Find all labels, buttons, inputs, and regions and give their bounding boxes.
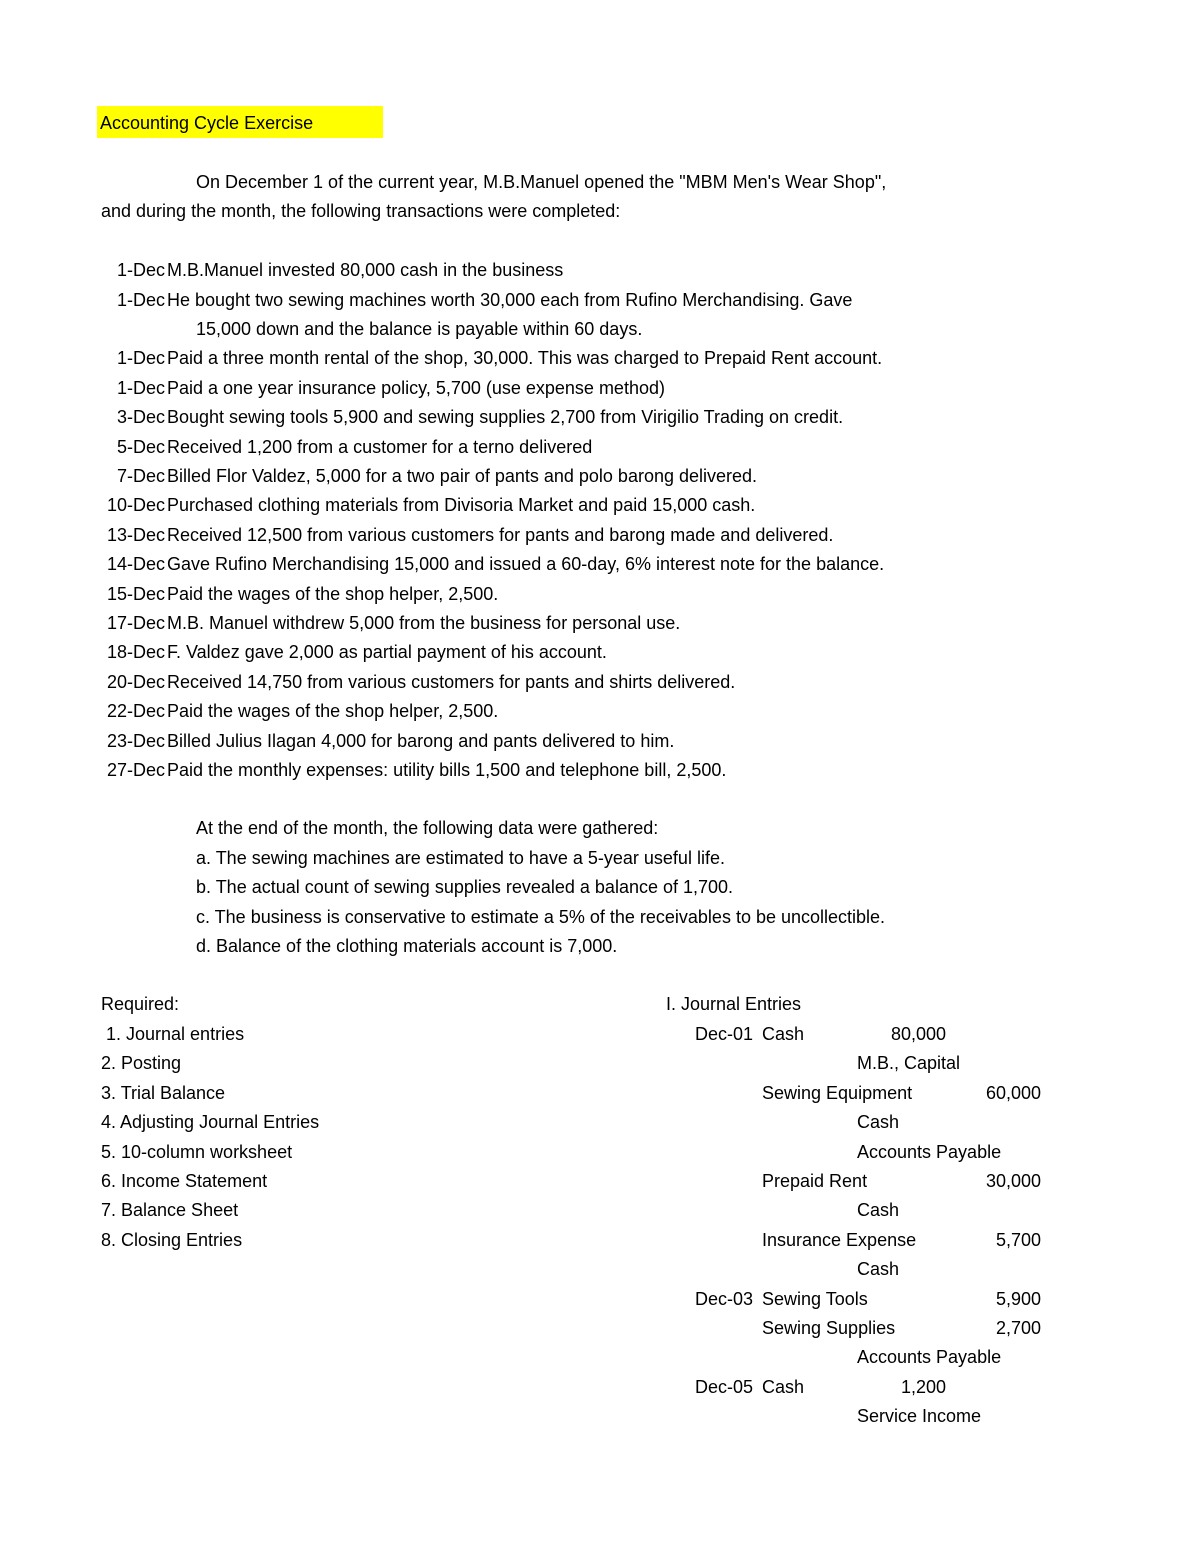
transaction-date: 20-Dec: [106, 672, 165, 692]
transaction-date: 18-Dec: [106, 642, 165, 662]
end-of-month-item: b. The actual count of sewing supplies revealed a balance of 1,700.: [196, 877, 734, 897]
journal-amount: 60,000: [985, 1083, 1041, 1103]
transaction-date: 27-Dec: [106, 760, 165, 780]
journal-debit-account: Prepaid Rent: [762, 1171, 868, 1191]
journal-amount: 1,200: [900, 1377, 946, 1397]
journal-amount: 80,000: [890, 1024, 946, 1044]
transaction-date: 23-Dec: [106, 731, 165, 751]
journal-heading: I. Journal Entries: [666, 994, 802, 1014]
journal-amount: 2,700: [995, 1318, 1041, 1338]
required-item: 6. Income Statement: [101, 1171, 268, 1191]
end-of-month-item: a. The sewing machines are estimated to have a 5-year useful life.: [196, 848, 725, 868]
transaction-text: Received 1,200 from a customer for a terno delivered: [167, 437, 593, 457]
transaction-text: Paid a one year insurance policy, 5,700 (use expense method): [167, 378, 665, 398]
transaction-date: 7-Dec: [116, 466, 165, 486]
journal-date: Dec-03: [695, 1289, 754, 1309]
transaction-date: 1-Dec: [116, 290, 165, 310]
journal-credit-account: M.B., Capital: [857, 1053, 961, 1073]
journal-debit-account: Sewing Tools: [762, 1289, 868, 1309]
transaction-text: Purchased clothing materials from Divisoria Market and paid 15,000 cash.: [167, 495, 756, 515]
journal-credit-account: Accounts Payable: [857, 1142, 1002, 1162]
journal-credit-account: Accounts Payable: [857, 1347, 1002, 1367]
journal-debit-account: Sewing Equipment: [762, 1083, 913, 1103]
required-item: 1. Journal entries: [101, 1024, 245, 1044]
transaction-date: 14-Dec: [106, 554, 165, 574]
transaction-date: 3-Dec: [116, 407, 165, 427]
journal-debit-account: Insurance Expense: [762, 1230, 917, 1250]
journal-date: Dec-05: [695, 1377, 754, 1397]
transaction-text: M.B.Manuel invested 80,000 cash in the business: [167, 260, 564, 280]
transaction-date: 10-Dec: [106, 495, 165, 515]
transaction-date: 15-Dec: [106, 584, 165, 604]
required-item: 8. Closing Entries: [101, 1230, 243, 1250]
end-of-month-item: c. The business is conservative to estimate a 5% of the receivables to be uncollectible.: [196, 907, 886, 927]
journal-debit-account: Sewing Supplies: [762, 1318, 896, 1338]
transaction-date: 13-Dec: [106, 525, 165, 545]
journal-amount: 30,000: [985, 1171, 1041, 1191]
transaction-date: 1-Dec: [116, 378, 165, 398]
transaction-text-continued: 15,000 down and the balance is payable within 60 days.: [196, 319, 643, 339]
transaction-text: Received 12,500 from various customers for pants and barong made and delivered.: [167, 525, 834, 545]
document-title: Accounting Cycle Exercise: [100, 113, 314, 133]
transaction-text: Gave Rufino Merchandising 15,000 and issued a 60-day, 6% interest note for the balance.: [167, 554, 885, 574]
intro-line-1: On December 1 of the current year, M.B.Manuel opened the "MBM Men's Wear Shop",: [196, 172, 887, 192]
journal-credit-account: Cash: [857, 1259, 900, 1279]
journal-credit-account: Cash: [857, 1200, 900, 1220]
required-item: 2. Posting: [101, 1053, 182, 1073]
transaction-text: M.B. Manuel withdrew 5,000 from the business for personal use.: [167, 613, 681, 633]
transaction-text: Bought sewing tools 5,900 and sewing supplies 2,700 from Virigilio Trading on credit.: [167, 407, 844, 427]
transaction-text: Billed Flor Valdez, 5,000 for a two pair of pants and polo barong delivered.: [167, 466, 758, 486]
transaction-text: F. Valdez gave 2,000 as partial payment of his account.: [167, 642, 607, 662]
journal-credit-account: Cash: [857, 1112, 900, 1132]
transaction-date: 22-Dec: [106, 701, 165, 721]
transaction-date: 17-Dec: [106, 613, 165, 633]
journal-debit-account: Cash: [762, 1377, 805, 1397]
intro-line-2: and during the month, the following transactions were completed:: [101, 201, 621, 221]
required-item: 4. Adjusting Journal Entries: [101, 1112, 320, 1132]
transaction-text: He bought two sewing machines worth 30,000 each from Rufino Merchandising. Gave: [167, 290, 853, 310]
transaction-date: 1-Dec: [116, 348, 165, 368]
end-of-month-item: d. Balance of the clothing materials account is 7,000.: [196, 936, 618, 956]
transaction-text: Paid the wages of the shop helper, 2,500.: [167, 701, 499, 721]
transaction-date: 1-Dec: [116, 260, 165, 280]
end-of-month-heading: At the end of the month, the following data were gathered:: [196, 818, 659, 838]
journal-credit-account: Service Income: [857, 1406, 982, 1426]
journal-debit-account: Cash: [762, 1024, 805, 1044]
transaction-text: Billed Julius Ilagan 4,000 for barong and pants delivered to him.: [167, 731, 675, 751]
required-item: 3. Trial Balance: [101, 1083, 226, 1103]
journal-date: Dec-01: [695, 1024, 754, 1044]
journal-amount: 5,900: [995, 1289, 1041, 1309]
transaction-text: Paid a three month rental of the shop, 30,000. This was charged to Prepaid Rent account.: [167, 348, 883, 368]
transaction-text: Received 14,750 from various customers for pants and shirts delivered.: [167, 672, 736, 692]
required-item: 5. 10-column worksheet: [101, 1142, 293, 1162]
required-item: 7. Balance Sheet: [101, 1200, 239, 1220]
transaction-text: Paid the monthly expenses: utility bills 1,500 and telephone bill, 2,500.: [167, 760, 727, 780]
required-heading: Required:: [101, 994, 180, 1014]
journal-amount: 5,700: [995, 1230, 1041, 1250]
transaction-text: Paid the wages of the shop helper, 2,500.: [167, 584, 499, 604]
transaction-date: 5-Dec: [116, 437, 165, 457]
